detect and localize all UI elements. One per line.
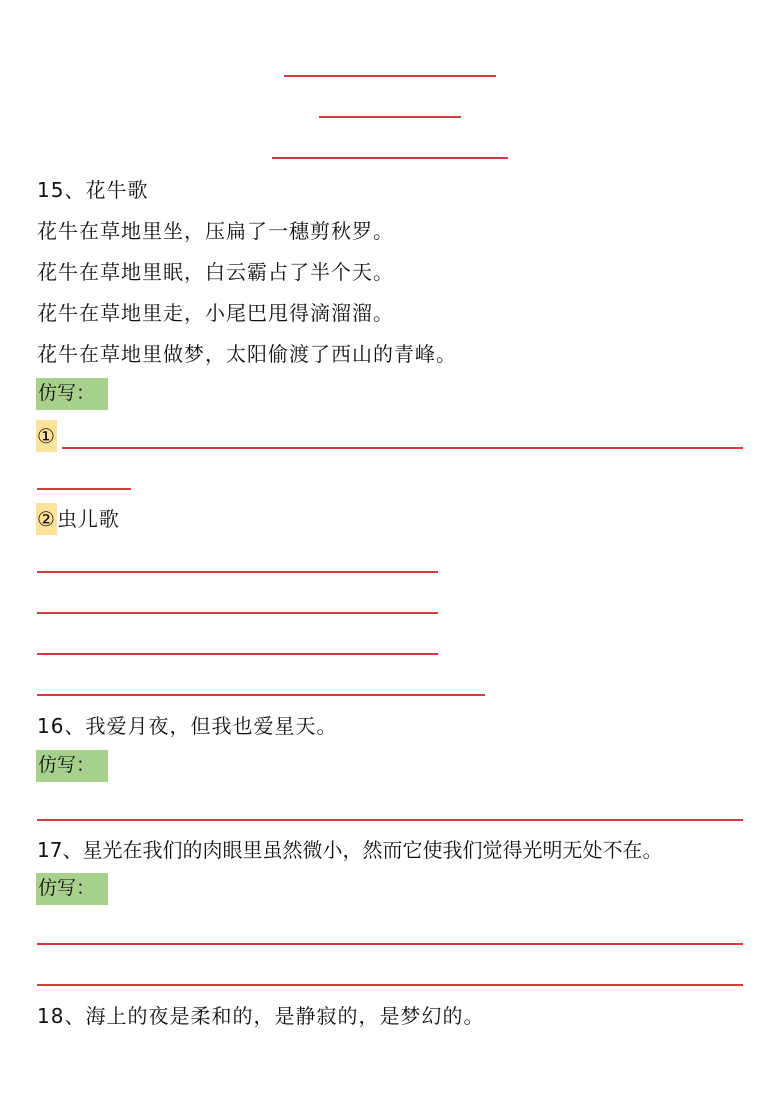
imitate-label: 仿写： [36,378,108,410]
poem-line: 花牛在草地里眠，白云霸占了半个天。 [37,260,394,284]
answer-line[interactable] [37,612,438,614]
poem-line: 花牛在草地里做梦，太阳偷渡了西山的青峰。 [37,342,457,366]
answer-line[interactable] [272,157,508,159]
answer-line[interactable] [37,694,485,696]
answer-line[interactable] [62,447,743,449]
question-16-title: 16、我爱月夜，但我也爱星天。 [37,714,338,738]
poem-line: 花牛在草地里走，小尾巴甩得滴溜溜。 [37,301,394,325]
answer-line[interactable] [284,75,496,77]
item-2-marker: ② [36,503,57,535]
poem-line: 花牛在草地里坐，压扁了一穗剪秋罗。 [37,219,394,243]
item-1-marker: ① [36,420,57,452]
imitate-label: 仿写： [36,873,108,905]
item-2-title: 虫儿歌 [56,507,120,531]
answer-line[interactable] [37,571,438,573]
question-15-title: 15、花牛歌 [37,178,149,202]
imitate-label: 仿写： [36,750,108,782]
item-2 [36,503,120,535]
answer-line[interactable] [319,116,461,118]
answer-line[interactable] [37,653,438,655]
answer-line[interactable] [37,819,743,821]
answer-line[interactable] [37,488,131,490]
item-1 [36,420,57,452]
answer-line[interactable] [37,943,743,945]
question-18-title: 18、海上的夜是柔和的，是静寂的，是梦幻的。 [37,1004,485,1028]
question-17-title: 17、星光在我们的肉眼里虽然微小，然而它使我们觉得光明无处不在。 [37,838,663,862]
answer-line[interactable] [37,984,743,986]
